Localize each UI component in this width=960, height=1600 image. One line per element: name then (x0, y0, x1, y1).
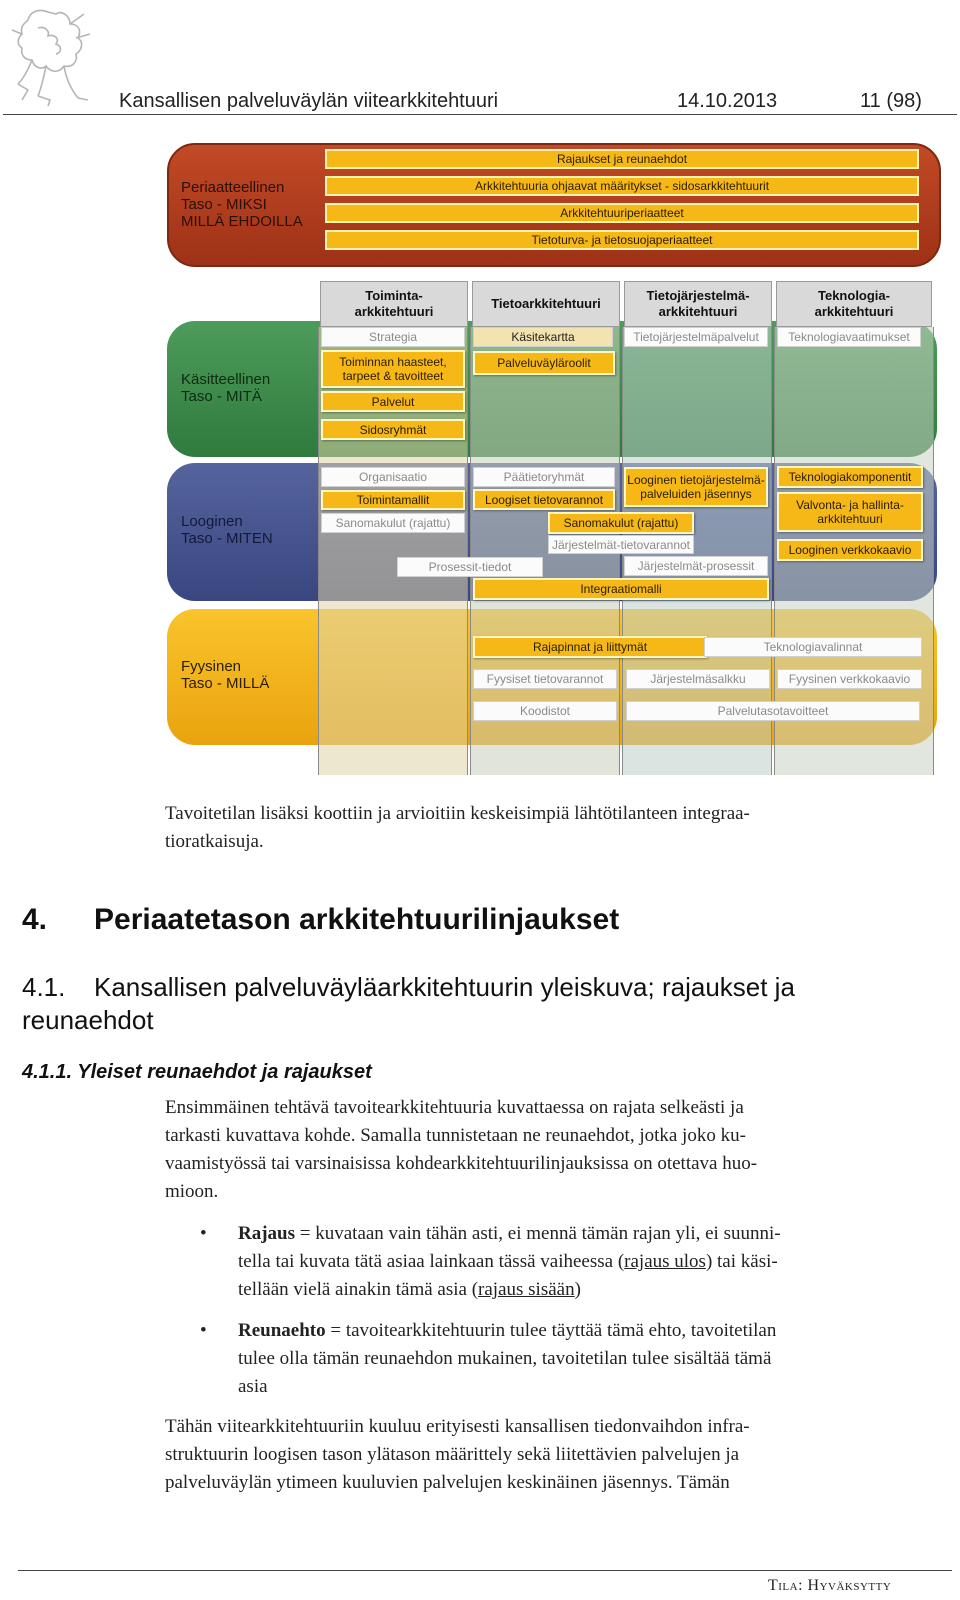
box-palvelutasotavoitteet: Palvelutasotavoitteet (626, 701, 920, 721)
box-valvonta: Valvonta- ja hallinta- arkkitehtuuri (777, 492, 923, 532)
heading-1-number: 4. (22, 903, 48, 936)
box-sanomakulut-tieto: Sanomakulut (rajattu) (548, 512, 694, 534)
heading-2-number: 4.1. (22, 972, 66, 1002)
heading-2-title-line1: Kansallisen palveluväyläarkkitehtuurin yleiskuva; rajaukset ja (94, 972, 795, 1002)
page-number: 11 (98) (860, 90, 922, 112)
box-teknologiakomponentit: Teknologiakomponentit (777, 466, 923, 488)
paragraph-2-line-3: palveluväylän ytimeen kuuluvien palvelujen keskinäinen jäsennys. Tämän (165, 1472, 730, 1493)
box-looginen-tietojarjestelma: Looginen tietojärjestelmä- palveluiden jäsennys (624, 467, 768, 507)
header-divider (3, 114, 957, 115)
box-toimintamallit: Toimintamallit (321, 490, 465, 510)
box-koodistot: Koodistot (473, 701, 617, 721)
column-header-toiminta: Toiminta- arkkitehtuuri (320, 281, 468, 327)
box-loogiset-tietovarannot: Loogiset tietovarannot (473, 489, 615, 510)
document-title: Kansallisen palveluväylän viitearkkitehtuuri (119, 90, 499, 112)
level-label-logical: Looginen Taso - MITEN (181, 513, 273, 547)
paragraph-1-line-3: vaamistyössä tai varsinaisissa kohdearkkitehtuurilinjauksissa on otettava huo- (165, 1153, 758, 1174)
document-status: Tila: Hyväksytty (768, 1577, 892, 1594)
bullet-rajaus-line-3: tellään vielä ainakin tämä asia (rajaus sisään) (238, 1279, 581, 1300)
bar-arkkitehtuuriperiaatteet: Arkkitehtuuriperiaatteet (325, 203, 919, 223)
bullet-marker: • (200, 1223, 207, 1244)
bullet-reunaehto-line-2: tulee olla tämän reunaehdon mukainen, tavoitetilan tulee sisältää tämä (238, 1348, 772, 1369)
level-label-principle: Periaatteellinen Taso - MIKSI MILLÄ EHDOILLA (181, 179, 303, 230)
paragraph-2-line-2: struktuurin loogisen tason ylätason määrittely sekä liitettävien palvelujen ja (165, 1444, 740, 1465)
box-prosessit-tiedot: Prosessit-tiedot (397, 557, 543, 577)
box-sidosryhmat: Sidosryhmät (321, 419, 465, 440)
footer-divider (18, 1570, 952, 1571)
intro-line-1: Tavoitetilan lisäksi koottiin ja arvioitiin keskeisimpiä lähtötilanteen integraa- (165, 803, 750, 824)
box-jarjestelmat-prosessit: Järjestelmät-prosessit (624, 556, 768, 576)
box-organisaatio: Organisaatio (321, 467, 465, 487)
paragraph-1-line-1: Ensimmäinen tehtävä tavoitearkkitehtuuria kuvattaessa on rajata selkeästi ja (165, 1097, 744, 1118)
box-jarjestelmasalkku: Järjestelmäsalkku (626, 669, 770, 689)
heading-3: 4.1.1. Yleiset reunaehdot ja rajaukset (22, 1061, 372, 1083)
term-rajaus-ulos: rajaus ulos (624, 1251, 706, 1272)
box-kasitekartta: Käsitekartta (473, 327, 613, 347)
column-header-tieto: Tietoarkkitehtuuri (472, 281, 620, 327)
box-paatietoryhmat: Päätietoryhmät (473, 467, 615, 487)
paragraph-1-line-4: mioon. (165, 1181, 219, 1202)
paragraph-1-line-2: tarkasti kuvattava kohde. Samalla tunnistetaan ne reunaehdot, jotka joko ku- (165, 1125, 746, 1146)
box-fyysinen-verkkokaavio: Fyysinen verkkokaavio (777, 669, 922, 689)
box-strategia: Strategia (321, 327, 465, 347)
box-palveluvaylaroolit: Palveluväyläroolit (473, 351, 615, 375)
box-jarjestelmat-tietovarannot: Järjestelmät-tietovarannot (548, 535, 694, 554)
box-integraatiomalli: Integraatiomalli (473, 578, 769, 600)
bullet-rajaus-line-2: tella tai kuvata tätä asiaa lainkaan tässä vaiheessa (rajaus ulos) tai käsi- (238, 1251, 778, 1272)
box-teknologiavalinnat: Teknologiavalinnat (704, 637, 922, 657)
box-tietojarjestelmapalvelut: Tietojärjestelmäpalvelut (624, 327, 768, 347)
intro-line-2: tioratkaisuja. (165, 831, 264, 852)
box-fyysiset-tietovarannot: Fyysiset tietovarannot (473, 669, 617, 689)
heading-2-title-line2: reunaehdot (22, 1005, 154, 1035)
column-header-teknologia: Teknologia- arkkitehtuuri (776, 281, 932, 327)
bullet-reunaehto-line-3: asia (238, 1376, 268, 1397)
level-label-conceptual: Käsitteellinen Taso - MITÄ (181, 371, 271, 405)
box-looginen-verkkokaavio: Looginen verkkokaavio (777, 539, 923, 561)
term-rajaus-sisaan: rajaus sisään (478, 1279, 575, 1300)
architecture-diagram (167, 143, 954, 775)
box-haasteet: Toiminnan haasteet, tarpeet & tavoitteet (321, 350, 465, 388)
bullet-marker: • (200, 1320, 207, 1341)
box-palvelut: Palvelut (321, 391, 465, 412)
bar-tietoturva: Tietoturva- ja tietosuojaperiaatteet (325, 230, 919, 250)
bar-rajaukset: Rajaukset ja reunaehdot (325, 149, 919, 169)
document-date: 14.10.2013 (677, 90, 778, 112)
bullet-rajaus-line-1: Rajaus = kuvataan vain tähän asti, ei mennä tämän rajan yli, ei suunni- (238, 1223, 781, 1244)
level-label-physical: Fyysinen Taso - MILLÄ (181, 658, 270, 692)
heading-1-title: Periaatetason arkkitehtuurilinjaukset (94, 903, 620, 936)
paragraph-2-line-1: Tähän viitearkkitehtuuriin kuuluu erityisesti kansallisen tiedonvaihdon infra- (165, 1416, 750, 1437)
box-teknologiavaatimukset: Teknologiavaatimukset (777, 327, 921, 347)
column-header-tietojarjestelma: Tietojärjestelmä- arkkitehtuuri (624, 281, 772, 327)
box-sanomakulut-toiminta: Sanomakulut (rajattu) (321, 513, 465, 533)
bar-ohjaavat-maaritykset: Arkkitehtuuria ohjaavat määritykset - sidosarkkitehtuurit (325, 176, 919, 196)
bullet-reunaehto-line-1: Reunaehto = tavoitearkkitehtuurin tulee täyttää tämä ehto, tavoitetilan (238, 1320, 777, 1341)
lion-emblem-logo (8, 4, 92, 108)
box-rajapinnat: Rajapinnat ja liittymät (473, 636, 707, 658)
